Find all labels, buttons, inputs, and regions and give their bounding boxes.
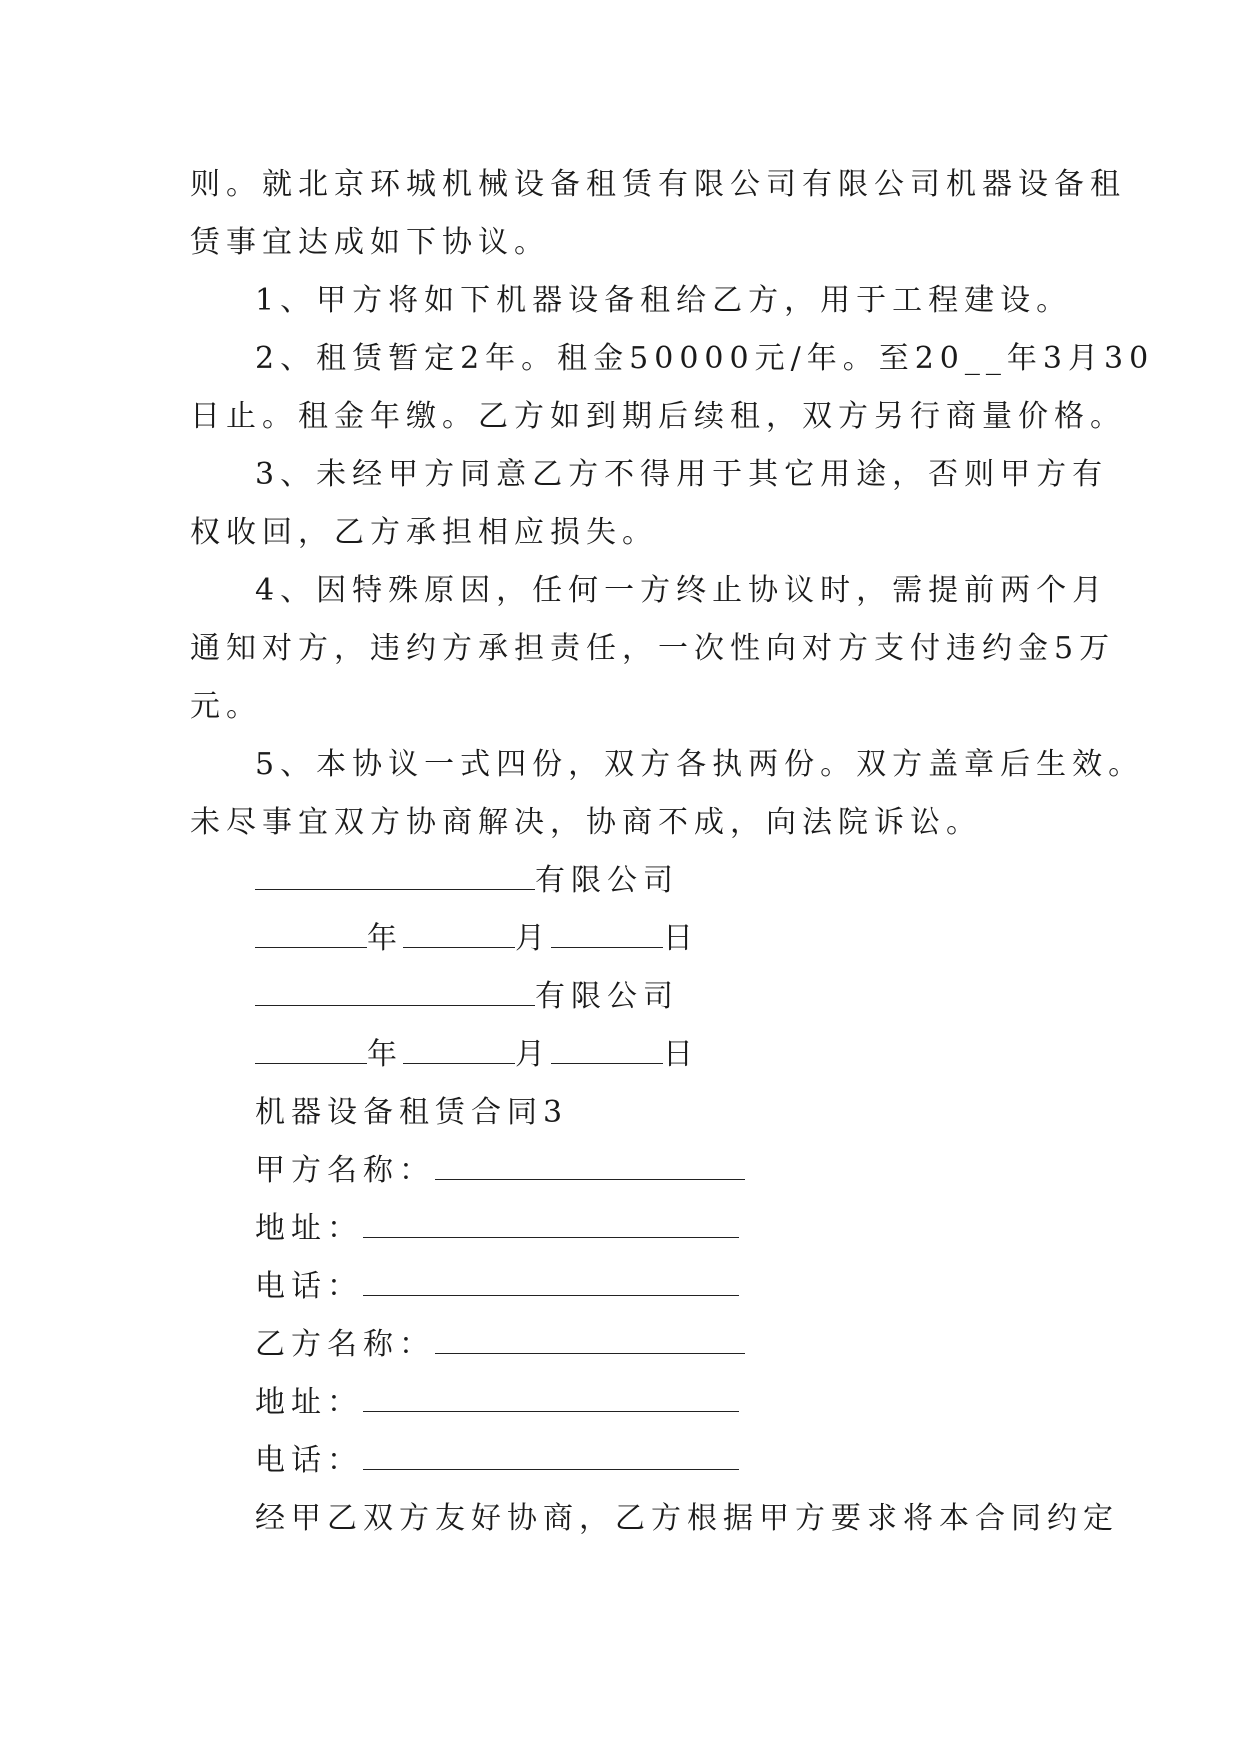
- day-label: 日: [663, 921, 699, 956]
- field-blank: [435, 1153, 745, 1180]
- year-label: 年: [367, 921, 403, 956]
- year-blank: [255, 921, 367, 948]
- field-label: 电话：: [255, 1269, 363, 1304]
- field-label: 电话：: [255, 1443, 363, 1478]
- company-blank: [255, 979, 535, 1006]
- clause-2: 2、租赁暂定2年。租金50000元/年。至20__年3月30: [255, 341, 1155, 376]
- company-suffix: 有限公司: [535, 863, 679, 898]
- paragraph-line: 日止。租金年缴。乙方如到期后续租，双方另行商量价格。: [190, 399, 1126, 434]
- clause-3: 3、未经甲方同意乙方不得用于其它用途，否则甲方有: [255, 457, 1109, 492]
- signature-company-line: [255, 977, 679, 1017]
- company-suffix: 有限公司: [535, 979, 679, 1014]
- day-label: 日: [663, 1037, 699, 1072]
- clause-4: 4、因特殊原因，任何一方终止协议时，需提前两个月: [255, 573, 1109, 608]
- clause-5: 5、本协议一式四份，双方各执两份。双方盖章后生效。: [255, 747, 1145, 782]
- day-blank: [551, 1037, 663, 1064]
- paragraph-line: 元。: [190, 689, 262, 724]
- month-label: 月: [515, 1037, 551, 1072]
- field-label: 甲方名称：: [255, 1153, 435, 1188]
- field-blank: [435, 1327, 745, 1354]
- month-blank: [403, 921, 515, 948]
- signature-date-line: [255, 919, 699, 959]
- paragraph-line: 赁事宜达成如下协议。: [190, 225, 550, 260]
- year-label: 年: [367, 1037, 403, 1072]
- party-a-phone-field: [255, 1267, 739, 1307]
- field-label: 乙方名称：: [255, 1327, 435, 1362]
- field-blank: [363, 1385, 739, 1412]
- paragraph-line: 权收回，乙方承担相应损失。: [190, 515, 658, 550]
- field-blank: [363, 1269, 739, 1296]
- party-a-address-field: [255, 1209, 739, 1249]
- field-label: 地址：: [255, 1211, 363, 1246]
- paragraph-line: 未尽事宜双方协商解决，协商不成，向法院诉讼。: [190, 805, 982, 840]
- paragraph-line: 通知对方，违约方承担责任，一次性向对方支付违约金5万: [190, 631, 1116, 666]
- signature-company-line: [255, 861, 679, 901]
- party-b-address-field: [255, 1383, 739, 1423]
- party-b-name-field: [255, 1325, 745, 1365]
- clause-1: 1、甲方将如下机器设备租给乙方，用于工程建设。: [255, 283, 1073, 318]
- party-b-phone-field: [255, 1441, 739, 1481]
- day-blank: [551, 921, 663, 948]
- month-label: 月: [515, 921, 551, 956]
- field-label: 地址：: [255, 1385, 363, 1420]
- paragraph-line: 经甲乙双方友好协商，乙方根据甲方要求将本合同约定: [255, 1501, 1119, 1536]
- field-blank: [363, 1211, 739, 1238]
- field-blank: [363, 1443, 739, 1470]
- party-a-name-field: [255, 1151, 745, 1191]
- section-title: 机器设备租赁合同3: [255, 1095, 569, 1130]
- month-blank: [403, 1037, 515, 1064]
- year-blank: [255, 1037, 367, 1064]
- signature-date-line: [255, 1035, 699, 1075]
- company-blank: [255, 863, 535, 890]
- paragraph-line: 则。就北京环城机械设备租赁有限公司有限公司机器设备租: [190, 167, 1126, 202]
